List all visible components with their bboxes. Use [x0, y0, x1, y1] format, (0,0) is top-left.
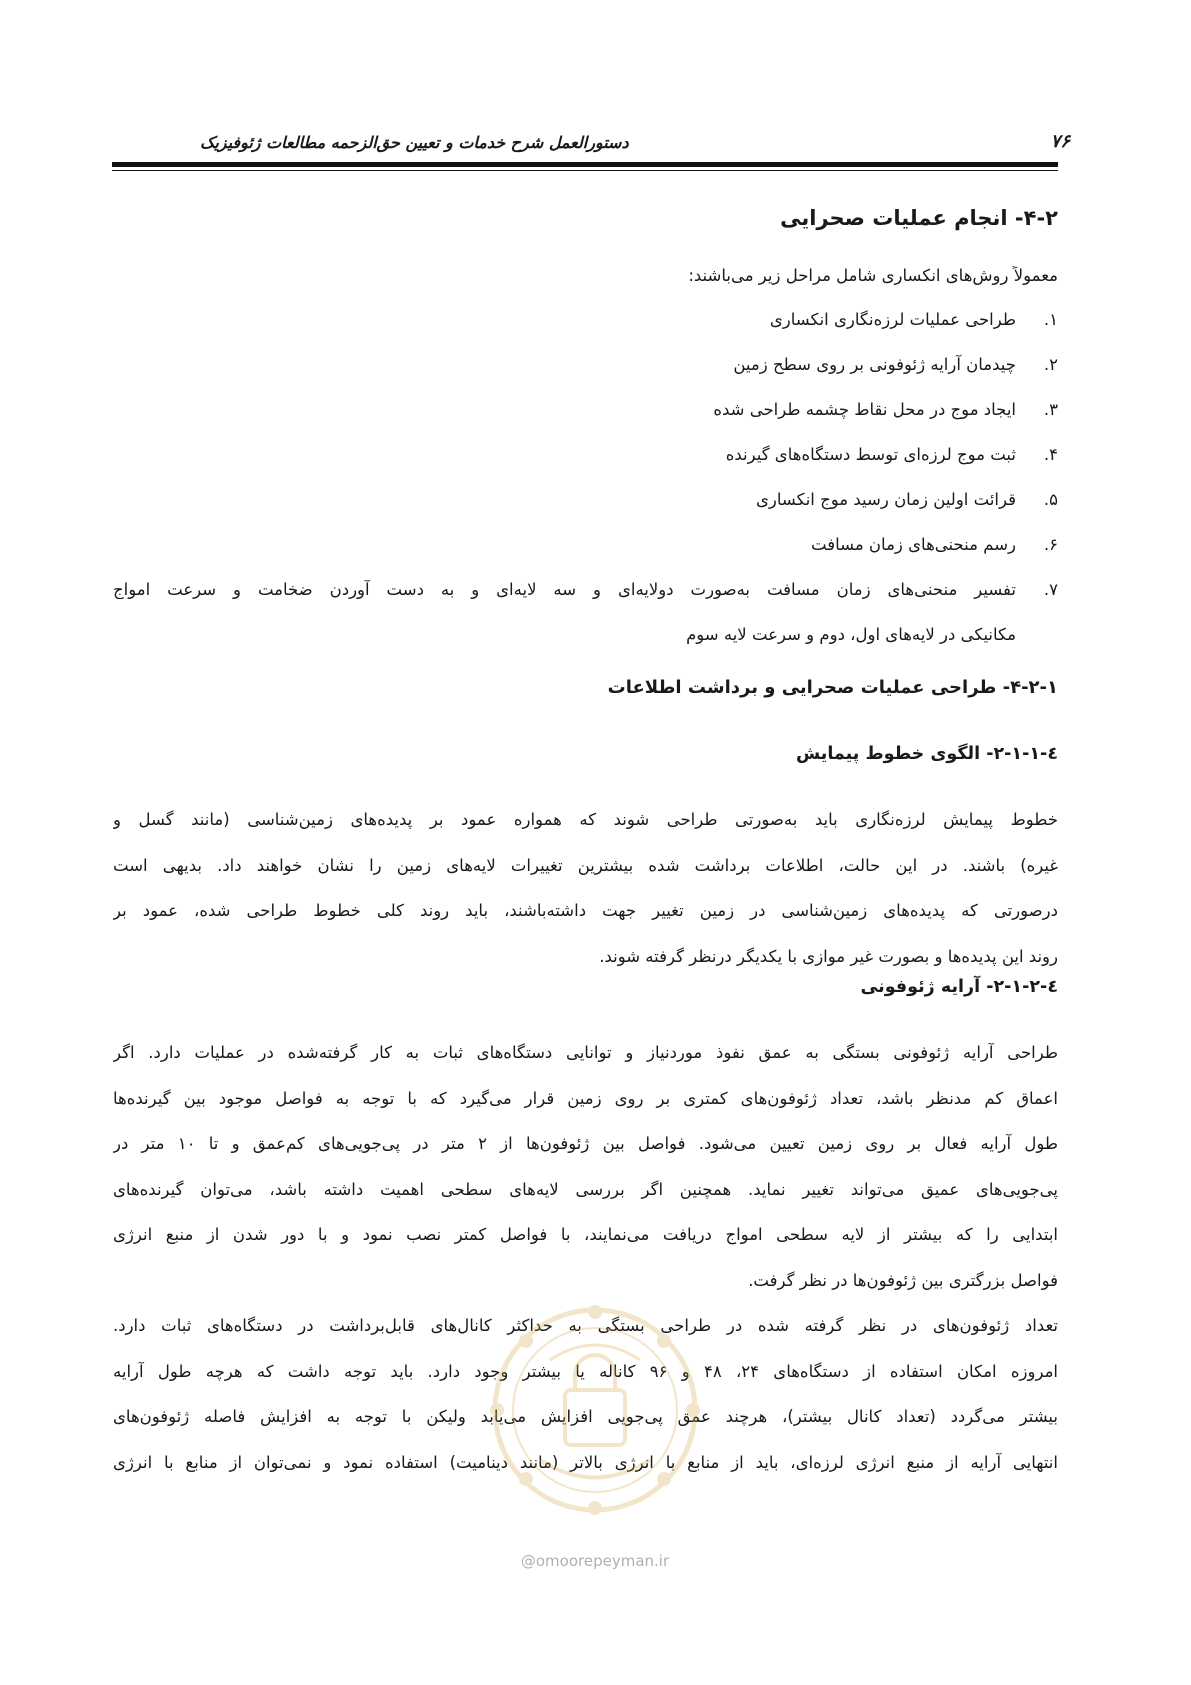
list-item-number: ۵. — [1043, 490, 1058, 509]
geophone-array-paragraph-1 — [113, 1030, 1058, 1303]
list-item-text: رسم منحنی‌های زمان مسافت — [811, 535, 1016, 554]
list-item-number: ۶. — [1043, 535, 1058, 554]
paragraph-line: روند این پدیده‌ها و بصورت غیر موازی با یکدیگر درنظر گرفته شوند. — [599, 946, 1058, 966]
paragraph-line: تعداد ژئوفون‌های در نظر گرفته شده در طراحی بستگی به حداکثر کانال‌های قابل‌برداشت در دستگاه‌های ثبات دارد. — [113, 1316, 1058, 1335]
list-item-text: ایجاد موج در محل نقاط چشمه طراحی شده — [713, 400, 1016, 419]
section-intro: معمولاً روش‌های انکساری شامل مراحل زیر می‌باشند: — [688, 266, 1058, 285]
list-item-number: ۷. — [1043, 580, 1058, 599]
list-item-text: طراحی عملیات لرزه‌نگاری انکساری — [769, 310, 1016, 329]
geophone-array-paragraph-2 — [113, 1303, 1058, 1485]
watermark-url: @omoorepeyman.ir — [520, 1552, 670, 1570]
paragraph-line: طراحی آرایه ژئوفونی بستگی به عمق نفوذ موردنیاز و توانایی دستگاه‌های ثبات به کار گرفته‌شده در عملیات دارد. اگر — [113, 1043, 1058, 1062]
list-item-text: تفسیر منحنی‌های زمان مسافت به‌صورت دولایه‌ای و سه لایه‌ای و به دست آوردن ضخامت و سرعت امواج — [113, 580, 1016, 599]
list-item-number: ۱. — [1043, 310, 1058, 329]
paragraph-line: درصورتی که پدیده‌های زمین‌شناسی در زمین تغییر جهت داشته‌باشند، باید روند کلی خطوط طراحی شده، عمود بر — [113, 901, 1058, 920]
list-item-continuation: مکانیکی در لایه‌های اول، دوم و سرعت لایه سوم — [686, 625, 1016, 644]
paragraph-line: ابتدایی را که بیشتر از لایه سطحی امواج دریافت می‌نمایند، با فواصل کمتر نصب نمود و با دور شدن از منبع انرژی — [113, 1225, 1058, 1244]
paragraph-line: فواصل بزرگتری بین ژئوفون‌ها در نظر گرفت. — [748, 1270, 1058, 1290]
geophone-array-heading: ٤-۲-۱-۲- آرایه ژئوفونی — [860, 977, 1058, 997]
subsection-heading: ۴-۲-۱- طراحی عملیات صحرایی و برداشت اطلاعات — [607, 677, 1058, 698]
paragraph-line: اعماق کم مدنظر باشد، تعداد ژئوفون‌های کمتری بر روی زمین قرار می‌گیرد که با توجه به فواصل موجود بین گیرنده‌ها — [113, 1088, 1058, 1108]
header-rule-thin — [112, 170, 1058, 171]
list-item-text: قرائت اولین زمان رسید موج انکساری — [755, 490, 1016, 509]
list-item-number: ۲. — [1043, 355, 1058, 374]
survey-lines-heading: ٤-۲-۱-۱- الگوی خطوط پیمایش — [796, 744, 1058, 764]
survey-lines-paragraph — [113, 797, 1058, 979]
running-header-title: دستورالعمل شرح خدمات و تعیین حق‌الزحمه مطالعات ژئوفیزیک — [200, 133, 629, 152]
paragraph-line: بیشتر می‌گردد (تعداد کانال بیشتر)، هرچند عمق پی‌جویی افزایش می‌یابد ولیکن با توجه به افزایش فاصله ژئوفون‌های — [113, 1407, 1058, 1426]
header-rule-thick — [112, 162, 1058, 167]
page-number: ۷۶ — [1050, 131, 1070, 152]
section-heading: ۴-۲- انجام عملیات صحرایی — [780, 206, 1058, 230]
list-item-text: ثبت موج لرزه‌ای توسط دستگاه‌های گیرنده — [725, 445, 1016, 464]
list-item-number: ۴. — [1043, 445, 1058, 464]
paragraph-line: پی‌جویی‌های عمیق می‌تواند تغییر نماید. همچنین اگر بررسی لایه‌های سطحی اهمیت داشته باشد، می‌توان گیرنده‌های — [113, 1179, 1058, 1199]
list-item-number: ۳. — [1043, 400, 1058, 419]
paragraph-line: امروزه امکان استفاده از دستگاه‌های ۲۴، ۴۸ و ۹۶ کاناله یا بیشتر وجود دارد. باید توجه داشت که هرچه طول آرایه — [113, 1361, 1058, 1381]
paragraph-line: غیره) باشند. در این حالت، اطلاعات برداشت شده بیشترین تغییرات لایه‌های زمین را نشان خواهند داد. بدیهی است — [113, 855, 1058, 875]
paragraph-line: خطوط پیمایش لرزه‌نگاری باید به‌صورتی طراحی شوند که همواره عمود بر پدیده‌های زمین‌شناسی (مانند گسل و — [113, 810, 1058, 829]
list-item-text: چیدمان آرایه ژئوفونی بر روی سطح زمین — [733, 355, 1016, 374]
paragraph-line: انتهایی آرایه از منبع انرژی لرزه‌ای، باید از منابع با انرژی بالاتر (مانند دینامیت) استفاده نمود و نمی‌توان از منابع با انرژی — [113, 1452, 1058, 1472]
paragraph-line: طول آرایه فعال بر روی زمین تعیین می‌شود. فواصل بین ژئوفون‌ها از ۲ متر در پی‌جویی‌های کم‌عمق و تا ۱۰ متر در — [113, 1134, 1058, 1153]
